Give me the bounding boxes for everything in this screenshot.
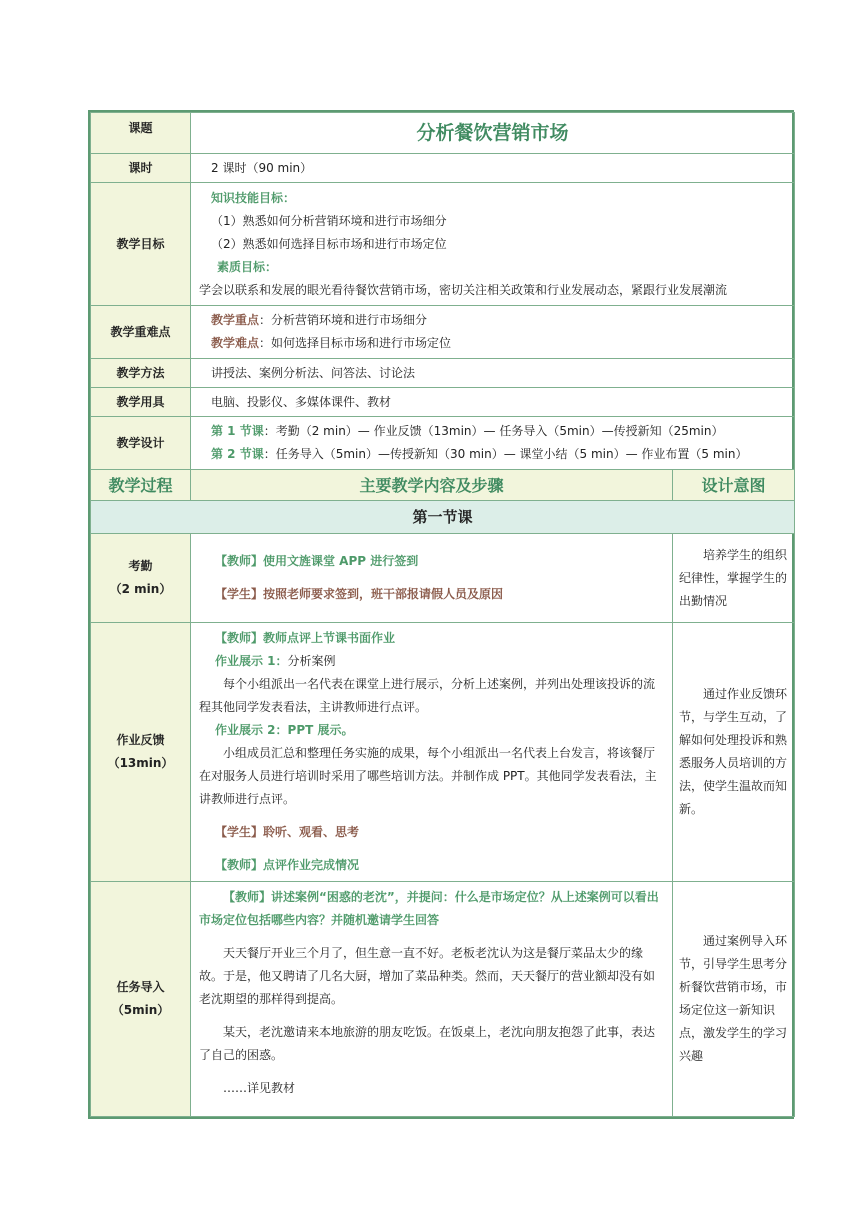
row-hours [91,154,795,183]
task-teacher: 【教师】讲述案例“困惑的老沈”，并提问：什么是市场定位？从上述案例可以看出市场定位包括哪些内容？并随机邀请学生回答 [199,890,659,927]
difficulty-text: ：如何选择目标市场和进行市场定位 [259,336,452,350]
show-1-text: 每个小组派出一名代表在课堂上进行展示，分析上述案例，并列出处理该投诉的流程其他同学发表看法，主讲教师进行点评。 [199,677,656,714]
objective-item-2: （2）熟悉如何选择目标市场和进行市场定位 [211,236,447,251]
attendance-stage-time: （2 min） [109,582,172,596]
process-header-row [91,470,795,501]
homework-stage [91,623,191,882]
lesson-1-label: 第 1 节课 [211,424,264,438]
quality-heading: 素质目标： [217,259,278,274]
task-content [191,882,673,1117]
design-content [191,417,795,470]
topic-label: 课题 [91,113,191,154]
objectives-content [191,183,795,306]
tools-label: 教学用具 [91,388,191,417]
page-title: 分析餐饮营销市场 [191,113,795,154]
lesson-2-text: ：任务导入（5min）—传授新知（30 min）— 课堂小结（5 min）— 作业布置（5 min） [263,447,748,461]
section-row [91,501,795,534]
objectives-label: 教学目标 [91,183,191,306]
key-point-label: 教学重点 [211,313,260,327]
homework-teacher-2: 【教师】点评作业完成情况 [215,858,360,872]
row-design [91,417,795,470]
spacer [199,811,664,821]
objective-item-1: （1）熟悉如何分析营销环境和进行市场细分 [211,213,447,228]
row-methods [91,359,795,388]
tools-value: 电脑、投影仪、多媒体课件、教材 [191,388,795,417]
spacer [199,844,664,854]
case-paragraph-3: ……详见教材 [223,1081,296,1095]
process-col-header: 教学过程 [91,470,191,501]
attendance-content [191,534,673,623]
show-2-text: 小组成员汇总和整理任务实施的成果，每个小组派出一名代表上台发言，将该餐厅在对服务人员进行培训时采用了哪些培训方法。并制作成 PPT。其他同学发表看法，主讲教师进行点评。 [199,746,657,806]
row-homework [91,623,795,882]
lesson-2-label: 第 2 节课 [211,447,264,461]
difficulty-line [211,332,786,355]
spacer [199,573,664,583]
homework-stage-name: 作业反馈 [116,733,165,747]
task-stage-name: 任务导入 [116,980,165,994]
row-attendance [91,534,795,623]
task-intent: 通过案例导入环节，引导学生思考分析餐饮营销市场，市场定位这一新知识点，激发学生的学习兴趣 [673,882,795,1117]
homework-teacher-1: 【教师】教师点评上节课书面作业 [215,631,396,645]
row-key-points [91,306,795,359]
case-paragraph-2: 某天，老沈邀请来本地旅游的朋友吃饭。在饭桌上，老沈向朋友抱怨了此事，表达了自己的困惑。 [199,1025,656,1062]
spacer [199,1011,664,1021]
key-points-content [191,306,795,359]
difficulty-label: 教学难点 [211,336,260,350]
homework-content [191,623,673,882]
methods-value: 讲授法、案例分析法、问答法、讨论法 [191,359,795,388]
homework-stage-time: （13min） [107,756,174,770]
spacer [199,1067,664,1077]
show-2-label: 作业展示 2：PPT 展示。 [215,723,354,737]
attendance-stage [91,534,191,623]
show-1-label: 作业展示 1： [215,654,288,668]
attendance-teacher: 【教师】使用文旌课堂 APP 进行签到 [215,554,419,568]
design-lesson-2 [211,443,786,466]
quality-text: 学会以联系和发展的眼光看待餐饮营销市场，密切关注相关政策和行业发展动态，紧跟行业发展潮流 [199,282,728,297]
attendance-stage-name: 考勤 [128,559,153,573]
show-1-line [199,650,664,673]
homework-student: 【学生】聆听、观看、思考 [215,825,360,839]
methods-label: 教学方法 [91,359,191,388]
key-points-label: 教学重难点 [91,306,191,359]
attendance-intent: 培养学生的组织纪律性，掌握学生的出勤情况 [673,534,795,623]
design-lesson-1 [211,420,786,443]
case-paragraph-1: 天天餐厅开业三个月了，但生意一直不好。老板老沈认为这是餐厅菜品太少的缘故。于是，他又聘请了几名大厨，增加了菜品种类。然而，天天餐厅的营业额却没有如老沈期望的那样得到提高。 [199,946,656,1006]
key-point-text: ：分析营销环境和进行市场细分 [259,313,428,327]
section-title: 第一节课 [91,501,795,534]
row-objectives [91,183,795,306]
task-stage-time: （5min） [111,1003,170,1017]
show-1-title: 分析案例 [287,654,336,668]
lesson-1-text: ：考勤（2 min）— 作业反馈（13min）— 任务导入（5min）—传授新知（25min） [263,424,724,438]
hours-value: 2 课时（90 min） [191,154,795,183]
row-topic [91,113,795,154]
row-tools [91,388,795,417]
attendance-student: 【学生】按照老师要求签到，班干部报请假人员及原因 [215,587,504,601]
hours-label: 课时 [91,154,191,183]
lesson-plan-table [88,110,794,1119]
key-point-line [211,309,786,332]
homework-intent: 通过作业反馈环节，与学生互动，了解如何处理投诉和熟悉服务人员培训的方法，使学生温故而知新。 [673,623,795,882]
content-col-header: 主要教学内容及步骤 [191,470,673,501]
design-label: 教学设计 [91,417,191,470]
row-task-intro [91,882,795,1117]
spacer [199,932,664,942]
intent-col-header: 设计意图 [673,470,795,501]
knowledge-heading: 知识技能目标： [211,190,296,205]
task-stage [91,882,191,1117]
